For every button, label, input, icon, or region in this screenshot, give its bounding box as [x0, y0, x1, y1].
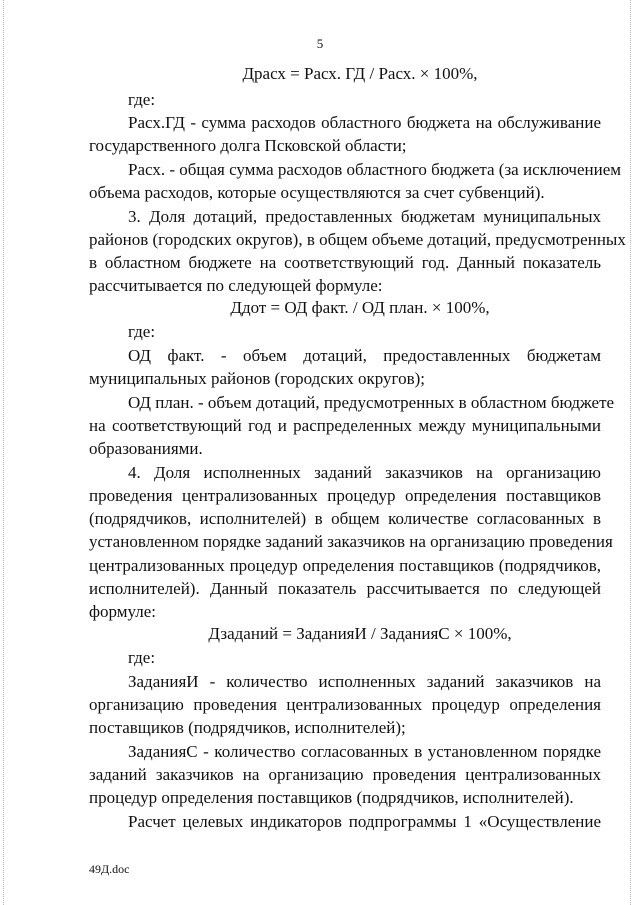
- text-line: ЗаданияИ - количество исполненных заданий заказчиков на: [128, 672, 601, 691]
- text-line: проведения централизованных процедур определения поставщиков: [89, 486, 601, 505]
- text-line: рассчитывается по следующей формуле:: [89, 276, 383, 295]
- text-line: исполнителей). Данный показатель рассчитывается по следующей: [89, 579, 601, 598]
- page-number: 5: [316, 36, 324, 51]
- where-label: где:: [128, 322, 156, 341]
- text-line: государственного долга Псковской области;: [89, 136, 407, 155]
- text-line: формуле:: [89, 602, 157, 621]
- formula-drash: Драсх = Расх. ГД / Расх. × 100%,: [242, 64, 478, 83]
- text-line: образованиями.: [89, 439, 203, 458]
- text-line: централизованных процедур определения поставщиков (подрядчиков,: [89, 556, 601, 575]
- where-label: где:: [128, 648, 156, 667]
- text-line: установленном порядке заданий заказчиков на организацию проведения: [89, 532, 613, 551]
- text-line: муниципальных районов (городских округов);: [89, 369, 425, 388]
- left-edge-dotted-line: [3, 0, 4, 905]
- formula-dzadaniy: Дзаданий = ЗаданияИ / ЗаданияС × 100%,: [208, 624, 512, 643]
- text-line: 3. Доля дотаций, предоставленных бюджетам муниципальных: [128, 207, 601, 226]
- text-line: Расх. - общая сумма расходов областного бюджета (за исключением: [128, 160, 621, 179]
- where-label: где:: [128, 90, 156, 109]
- text-line: заданий заказчиков на организацию проведения централизованных: [89, 765, 601, 784]
- text-line: Расх.ГД - сумма расходов областного бюджета на обслуживание: [128, 113, 601, 132]
- text-line: объема расходов, которые осуществляются за счет субвенций).: [89, 183, 545, 202]
- text-line: процедур определения поставщиков (подрядчиков, исполнителей).: [89, 788, 574, 807]
- text-line: Расчет целевых индикаторов подпрограммы 1 «Осуществление: [128, 812, 601, 831]
- text-line: организацию проведения централизованных процедур определения: [89, 695, 601, 714]
- formula-ddot: Ддот = ОД факт. / ОД план. × 100%,: [230, 298, 490, 317]
- text-line: 4. Доля исполненных заданий заказчиков на организацию: [128, 463, 601, 482]
- text-line: ОД факт. - объем дотаций, предоставленных бюджетам: [128, 346, 601, 365]
- text-line: ЗаданияС - количество согласованных в установленном порядке: [128, 742, 601, 761]
- footer-filename: 49Д.doc: [89, 862, 130, 876]
- text-line: в областном бюджете на соответствующий год. Данный показатель: [89, 253, 601, 272]
- text-line: поставщиков (подрядчиков, исполнителей);: [89, 718, 406, 737]
- text-line: районов (городских округов), в общем объеме дотаций, предусмотренных: [89, 230, 626, 249]
- text-line: ОД план. - объем дотаций, предусмотренных в областном бюджете: [128, 393, 615, 412]
- text-line: (подрядчиков, исполнителей) в общем количестве согласованных в: [89, 509, 601, 528]
- right-edge-dotted-line: [630, 0, 631, 905]
- text-line: на соответствующий год и распределенных между муниципальными: [89, 416, 601, 435]
